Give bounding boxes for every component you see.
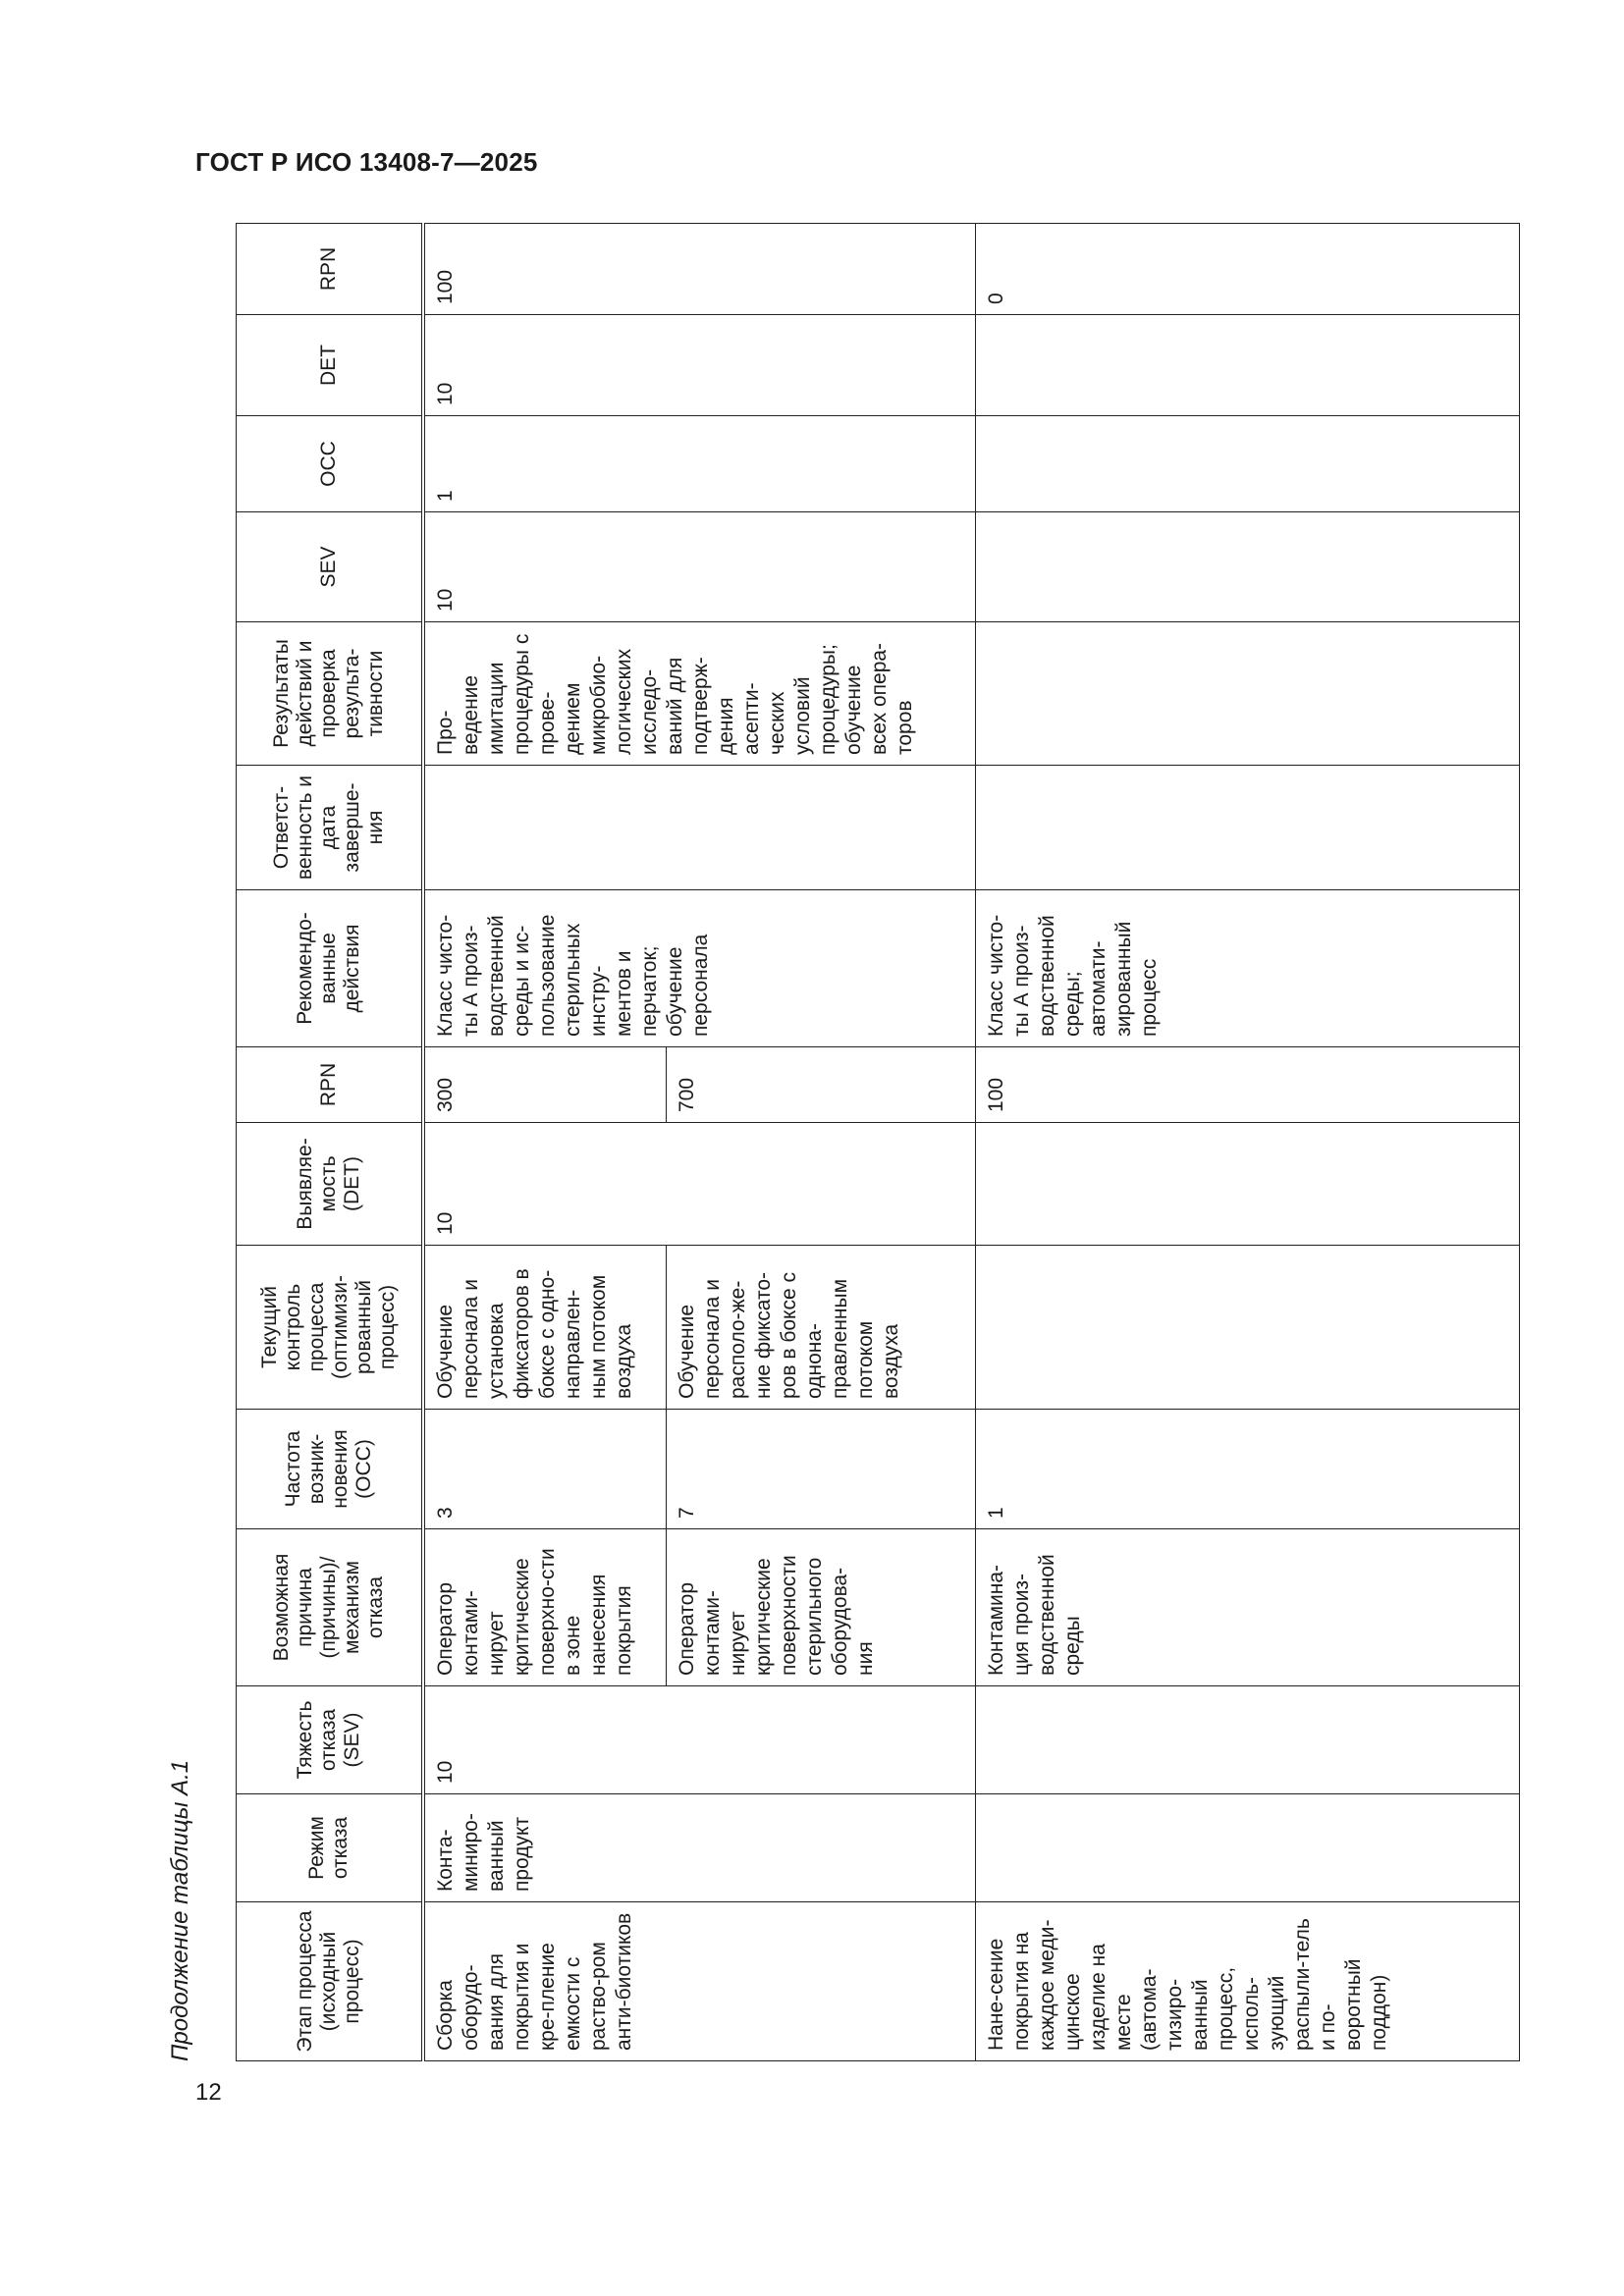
col-header: RPN (237, 1047, 423, 1123)
col-header: Возможная причина (причины)/ механизм отказа (237, 1529, 423, 1686)
cell-stage: Сборка оборудо-вания для покрытия и кре-пление емкости с раство-ром анти-биотиков (423, 1902, 976, 2061)
col-header: OCC (237, 416, 423, 512)
col-header: Ответст-венность и дата заверше-ния (237, 766, 423, 890)
cell-rpn: 700 (667, 1047, 976, 1123)
col-header: Этап процесса (исходный процесс) (237, 1902, 423, 2061)
cell-rpn2: 0 (976, 224, 1520, 315)
col-header: Тяжесть отказа (SEV) (237, 1686, 423, 1794)
cell-occ: 7 (667, 1410, 976, 1529)
cell-det: 10 (423, 1123, 976, 1246)
cell-sev2: 10 (423, 512, 976, 622)
cell-det2 (976, 315, 1520, 416)
col-header: Результаты действий и проверка результа-тивности (237, 622, 423, 766)
cell-det (976, 1123, 1520, 1246)
cell-cause: Оператор контами-нирует критические поверхности стерильного оборудова-ния (667, 1529, 976, 1686)
cell-cause: Контамина-ция произ-водственной среды (976, 1529, 1520, 1686)
cell-responsibility (976, 766, 1520, 890)
cell-recommended: Класс чисто-ты А произ-водственной среды; автомати-зированный процесс (976, 890, 1520, 1047)
col-header: Выявляе-мость (DET) (237, 1123, 423, 1246)
cell-sev: 10 (423, 1686, 976, 1794)
cell-sev2 (976, 512, 1520, 622)
table-header-row (237, 224, 423, 2061)
cell-occ2 (976, 416, 1520, 512)
cell-control (976, 1246, 1520, 1410)
cell-results: Про-ведение имитации процедуры с прове-дением микробио-логических исследо-ваний для подтверж-дения асепти-ческих условий процедуры; обучение всех опера-торов (423, 622, 976, 766)
cell-failure-mode: Конта-миниро-ванный продукт (423, 1794, 976, 1902)
cell-occ: 1 (976, 1410, 1520, 1529)
cell-rpn: 300 (423, 1047, 667, 1123)
cell-results (976, 622, 1520, 766)
cell-stage: Нане-сение покрытия на каждое меди-цинское изделие на месте (автома-тизиро-ванный процесс, исполь-зующий распыли-тель и по-воротный поддон) (976, 1902, 1520, 2061)
cell-failure-mode (976, 1794, 1520, 1902)
cell-rpn: 100 (976, 1047, 1520, 1123)
table-caption: Продолжение таблицы А.1 (167, 1759, 193, 2061)
col-header: Текущий контроль процесса (оптимизи-рованный процесс) (237, 1246, 423, 1410)
cell-control: Обучение персонала и располо-же-ние фиксато-ров в боксе с однона-правленным потоком воздуха (667, 1246, 976, 1410)
col-header: Рекомендо-ванные действия (237, 890, 423, 1047)
col-header: SEV (237, 512, 423, 622)
col-header: Режим отказа (237, 1794, 423, 1902)
cell-occ: 3 (423, 1410, 667, 1529)
rotated-table-container (167, 234, 1519, 2061)
fmea-table (236, 223, 1520, 2061)
document-header: ГОСТ Р ИСО 13408-7—2025 (195, 147, 538, 177)
col-header: Частота возник-новения (OCC) (237, 1410, 423, 1529)
table-row (976, 224, 1520, 2061)
cell-control: Обучение персонала и установка фиксаторов в боксе с одно-направлен-ным потоком воздуха (423, 1246, 667, 1410)
cell-sev (976, 1686, 1520, 1794)
cell-responsibility (423, 766, 976, 890)
col-header: DET (237, 315, 423, 416)
cell-det2: 10 (423, 315, 976, 416)
cell-cause: Оператор контами-нирует критические поверхно-сти в зоне нанесения покрытия (423, 1529, 667, 1686)
cell-recommended: Класс чисто-ты А произ-водственной среды и ис-пользование стерильных инстру-ментов и перчаток; обучение персонала (423, 890, 976, 1047)
page-number: 12 (195, 2079, 222, 2106)
cell-rpn2: 100 (423, 224, 976, 315)
cell-occ2: 1 (423, 416, 976, 512)
table-row (423, 224, 667, 2061)
col-header: RPN (237, 224, 423, 315)
